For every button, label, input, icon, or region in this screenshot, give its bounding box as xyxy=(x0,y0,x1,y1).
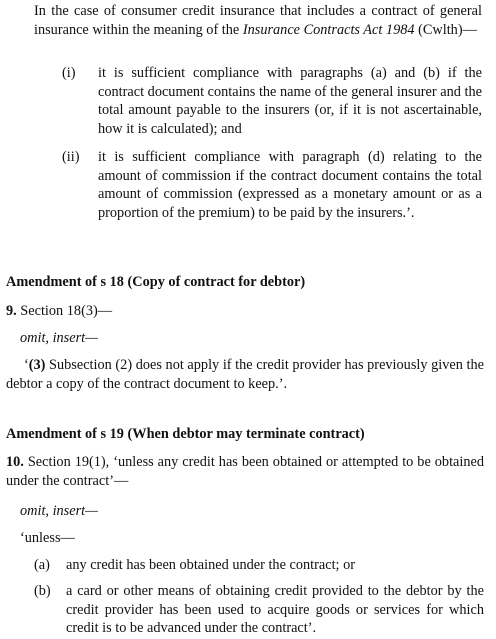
section-9-line xyxy=(6,302,484,321)
section-10-text: Section 19(1), ‘unless any credit has been obtained or attempted to be obtained under the contract’— xyxy=(6,454,484,489)
paragraph-number: (b) xyxy=(34,583,51,599)
section-10-heading: Amendment of s 19 (When debtor may terminate contract) xyxy=(6,426,365,442)
clause-text: it is sufficient compliance with paragraphs (a) and (b) if the contract document contains the name of the general insurer and the total amount payable to the insurers (or, if it is not ascertainable, how it is calculated); and xyxy=(98,65,482,137)
paragraph-text: a card or other means of obtaining credit provided to the debtor by the credit provider has been used to acquire goods or services for which credit is to be advanced under the contract’. xyxy=(66,583,484,637)
clause-text: it is sufficient compliance with paragraph (d) relating to the amount of commission if the contract document contains the total amount of commission (expressed as a monetary amount or as a proportion of the premium) to be paid by the insurers.’. xyxy=(98,149,482,221)
intro-text-before: In the case of consumer credit insurance that includes a contract of general insurance within the meaning of the xyxy=(34,3,482,38)
section-10-line xyxy=(6,453,484,490)
clause-number: (ii) xyxy=(62,149,80,165)
section-9-instruction: omit, insert— xyxy=(20,330,98,346)
intro-text-after: (Cwlth)— xyxy=(414,21,477,38)
paragraph-number: (a) xyxy=(34,557,50,573)
section-9-heading: Amendment of s 18 (Copy of contract for debtor) xyxy=(6,274,306,290)
quote-open-mark: ‘ xyxy=(24,357,29,373)
section-9-text: Section 18(3)— xyxy=(16,303,113,319)
section-9-number: 9. xyxy=(6,303,17,319)
intro-paragraph xyxy=(34,2,482,39)
clause-number: (i) xyxy=(62,65,76,81)
paragraph-text: any credit has been obtained under the contract; or xyxy=(66,557,355,573)
subsection-text: Subsection (2) does not apply if the credit provider has previously given the debtor a copy of the contract document to keep.’. xyxy=(6,357,484,392)
unless-line: ‘unless— xyxy=(20,530,75,546)
subsection-number: (3) xyxy=(28,357,46,373)
section-9-quote xyxy=(6,356,484,393)
section-10-instruction: omit, insert— xyxy=(20,503,98,519)
section-10-number: 10. xyxy=(6,454,24,470)
act-name: Insurance Contracts Act 1984 xyxy=(242,21,415,38)
